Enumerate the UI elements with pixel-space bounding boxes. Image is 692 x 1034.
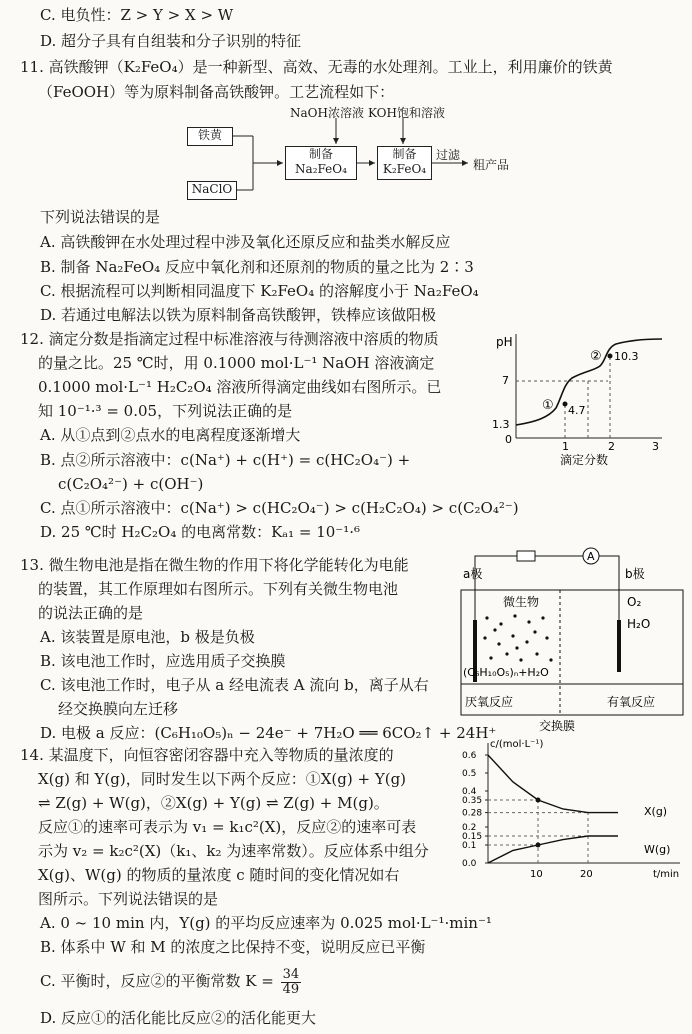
q13-option-a: A. 该装置是原电池，b 极是负极 bbox=[40, 628, 255, 646]
flow-step2-line1: 制备 bbox=[392, 147, 417, 161]
q11-stem-line1: 11. 高铁酸钾（K₂FeO₄）是一种新型、高效、无毒的水处理剂。工业上，利用廉价的铁黄 bbox=[20, 58, 613, 76]
q11-option-b: B. 制备 Na₂FeO₄ 反应中氧化剂和还原剂的物质的量之比为 2∶3 bbox=[40, 258, 474, 276]
wire-right bbox=[599, 556, 619, 620]
q14-stem-line2: X(g) 和 Y(g)，同时发生以下两个反应：①X(g) + Y(g) bbox=[38, 770, 407, 788]
anaerobic-label: 厌氧反应 bbox=[465, 695, 514, 709]
microbe-dots bbox=[483, 614, 552, 661]
y-tick-0: 0.6 bbox=[462, 751, 477, 761]
wire-left bbox=[475, 556, 517, 620]
q11-option-a: A. 高铁酸钾在水处理过程中涉及氧化还原反应和盐类水解反应 bbox=[40, 233, 451, 251]
x-tick-3: 3 bbox=[652, 440, 659, 453]
q12-option-a: A. 从①点到②点水的电离程度逐渐增大 bbox=[40, 426, 301, 444]
y-tick-6: 0.15 bbox=[462, 832, 483, 842]
x-axis-label: 滴定分数 bbox=[560, 453, 609, 467]
y-axis-label: c/(mol·L⁻¹) bbox=[490, 739, 544, 750]
electrode-b-label: b极 bbox=[625, 567, 645, 581]
y-tick-0: 0 bbox=[505, 433, 512, 446]
q14-stem-line7: 图所示。下列说法错误的是 bbox=[38, 890, 219, 908]
y-tick-4: 0.28 bbox=[462, 808, 483, 819]
q13-option-c-line2: 经交换膜向左迁移 bbox=[58, 700, 179, 718]
q12-option-d: D. 25 ℃时 H₂C₂O₄ 的电离常数：Kₐ₁ = 10⁻¹·⁶ bbox=[40, 523, 361, 541]
aerobic-label: 有氧反应 bbox=[607, 695, 656, 709]
y-axis-label: pH bbox=[496, 335, 513, 349]
x-tick-1: 1 bbox=[562, 440, 569, 453]
flow-step1-line2: Na₂FeO₄ bbox=[295, 162, 347, 176]
ph-curve bbox=[516, 339, 662, 425]
electrode-a-label: a极 bbox=[463, 567, 483, 581]
fraction-numerator: 34 bbox=[282, 966, 300, 982]
microbial-cell-diagram bbox=[455, 542, 685, 732]
q14-stem-line6: X(g)、W(g) 的物质的量浓度 c 随时间的变化情况如右 bbox=[38, 866, 400, 884]
y-tick-2: 0.4 bbox=[462, 787, 477, 797]
q14-option-a: A. 0 ~ 10 min 内，Y(g) 的平均反应速率为 0.025 mol·L⁻¹·min⁻¹ bbox=[40, 914, 492, 932]
series-w-label: W(g) bbox=[644, 843, 671, 856]
q14-stem-line3: ⇌ Z(g) + W(g)，②X(g) + Y(g) ⇌ Z(g) + M(g)。 bbox=[38, 794, 389, 812]
concentration-time-chart bbox=[448, 735, 688, 880]
microbe-label: 微生物 bbox=[503, 595, 540, 609]
flow-reagent-naoh: NaOH浓溶液 bbox=[290, 106, 364, 120]
flow-step-prepare-na2feo4 bbox=[285, 146, 357, 180]
q12-stem-line1: 12. 滴定分数是指滴定过程中标准溶液与待测溶液中溶质的物质 bbox=[20, 330, 439, 348]
q14-option-b: B. 体系中 W 和 M 的浓度之比保持不变，说明反应已平衡 bbox=[40, 938, 426, 956]
h2o-label: H₂O bbox=[627, 617, 651, 631]
y-tick-5: 0.2 bbox=[462, 823, 477, 833]
membrane-label: 交换膜 bbox=[539, 719, 576, 732]
q12-stem-line3: 0.1000 mol·L⁻¹ H₂C₂O₄ 溶液所得滴定曲线如右图所示。已 bbox=[38, 378, 442, 396]
flow-step1-line1: 制备 bbox=[308, 147, 333, 161]
dot-w-10 bbox=[536, 843, 541, 848]
q14-option-d: D. 反应①的活化能比反应②的活化能更大 bbox=[40, 1009, 317, 1027]
series-x-label: X(g) bbox=[644, 805, 668, 818]
q10-option-c: C. 电负性：Z > Y > X > W bbox=[40, 6, 234, 24]
flow-input-feooh: 铁黄 bbox=[187, 127, 233, 146]
q13-stem-line3: 的说法正确的是 bbox=[38, 604, 144, 622]
resistor bbox=[517, 551, 535, 561]
equilibrium-constant-fraction bbox=[281, 968, 302, 997]
y-tick-1: 0.5 bbox=[462, 769, 477, 779]
q13-option-d: D. 电极 a 反应：(C₆H₁₀O₅)ₙ − 24e⁻ + 7H₂O ══ 6CO₂↑ + 24H⁺ bbox=[40, 724, 497, 742]
y-tick-7: 7 bbox=[502, 374, 509, 387]
q13-stem-line1: 13. 微生物电池是指在微生物的作用下将化学能转化为电能 bbox=[20, 556, 409, 574]
y-tick-8: 0.0 bbox=[462, 859, 477, 869]
y-tick-3: 0.35 bbox=[462, 796, 483, 806]
x-tick-20: 20 bbox=[580, 869, 593, 880]
point-1-value: 4.7 bbox=[568, 404, 586, 417]
x-axis-label: t/min bbox=[653, 869, 680, 880]
q13-stem-line2: 的装置，其工作原理如右图所示。下列有关微生物电池 bbox=[38, 580, 399, 598]
x-tick-10: 10 bbox=[530, 869, 543, 880]
point-1-marker: ① bbox=[542, 398, 554, 413]
point-2-marker: ② bbox=[590, 349, 602, 364]
q11-option-d: D. 若通过电解法以铁为原料制备高铁酸钾，铁棒应该做阳极 bbox=[40, 306, 437, 324]
flow-reagent-koh: KOH饱和溶液 bbox=[368, 106, 445, 120]
q12-stem-line4: 知 10⁻¹·³ = 0.05，下列说法正确的是 bbox=[38, 402, 293, 420]
substrate-label: (C₆H₁₀O₅)ₙ+H₂O bbox=[463, 666, 549, 679]
x-tick-2: 2 bbox=[608, 440, 615, 453]
flow-product-label: 粗产品 bbox=[473, 158, 510, 172]
y-tick-1-3: 1.3 bbox=[492, 418, 510, 431]
q14-option-c bbox=[40, 966, 301, 997]
fraction-denominator: 49 bbox=[282, 981, 300, 997]
q13-option-c-line1: C. 该电池工作时，电子从 a 经电流表 A 流向 b，离子从右 bbox=[40, 676, 429, 694]
q12-option-b-line1: B. 点②所示溶液中：c(Na⁺) + c(H⁺) = c(HC₂O₄⁻) + bbox=[40, 451, 411, 469]
flow-step-prepare-k2feo4 bbox=[377, 146, 432, 180]
q13-option-b: B. 该电池工作时，应选用质子交换膜 bbox=[40, 652, 286, 670]
q14-stem-line5: 示为 v₂ = k₂c²(X)（k₁、k₂ 为速率常数）。反应体系中组分 bbox=[38, 842, 429, 860]
point-1 bbox=[563, 402, 568, 407]
series-x-curve bbox=[488, 755, 618, 813]
q14-stem-line1: 14. 某温度下，向恒容密闭容器中充入等物质的量浓度的 bbox=[20, 746, 394, 764]
q12-option-c: C. 点①所示溶液中：c(Na⁺) > c(HC₂O₄⁻) > c(H₂C₂O₄) > c(C₂O₄²⁻) bbox=[40, 499, 519, 517]
q11-question: 下列说法错误的是 bbox=[40, 208, 161, 226]
q14-stem-line4: 反应①的速率可表示为 v₁ = k₁c²(X)，反应②的速率可表 bbox=[38, 818, 417, 836]
flow-filter-label: 过滤 bbox=[436, 148, 461, 162]
q10-option-d: D. 超分子具有自组装和分子识别的特征 bbox=[40, 32, 302, 50]
q12-stem-line2: 的量之比。25 ℃时，用 0.1000 mol·L⁻¹ NaOH 溶液滴定 bbox=[38, 354, 435, 372]
q11-stem-line2: （FeOOH）等为原料制备高铁酸钾。工艺流程如下： bbox=[38, 83, 395, 101]
titration-curve-chart bbox=[490, 326, 685, 476]
o2-label: O₂ bbox=[627, 595, 642, 609]
ammeter-label: A bbox=[587, 550, 595, 563]
flow-step2-line2: K₂FeO₄ bbox=[382, 162, 427, 176]
series-w-curve bbox=[488, 836, 618, 863]
y-tick-7: 0.1 bbox=[462, 841, 477, 851]
q12-option-b-line2: c(C₂O₄²⁻) + c(OH⁻) bbox=[58, 475, 204, 493]
point-2-value: 10.3 bbox=[614, 350, 639, 363]
point-2 bbox=[608, 354, 613, 359]
q11-option-c: C. 根据流程可以判断相同温度下 K₂FeO₄ 的溶解度小于 Na₂FeO₄ bbox=[40, 282, 479, 300]
flow-input-naclo: NaClO bbox=[187, 181, 237, 200]
dot-x-10 bbox=[536, 798, 541, 803]
q14-option-c-text: C. 平衡时，反应②的平衡常数 K = bbox=[40, 972, 274, 990]
